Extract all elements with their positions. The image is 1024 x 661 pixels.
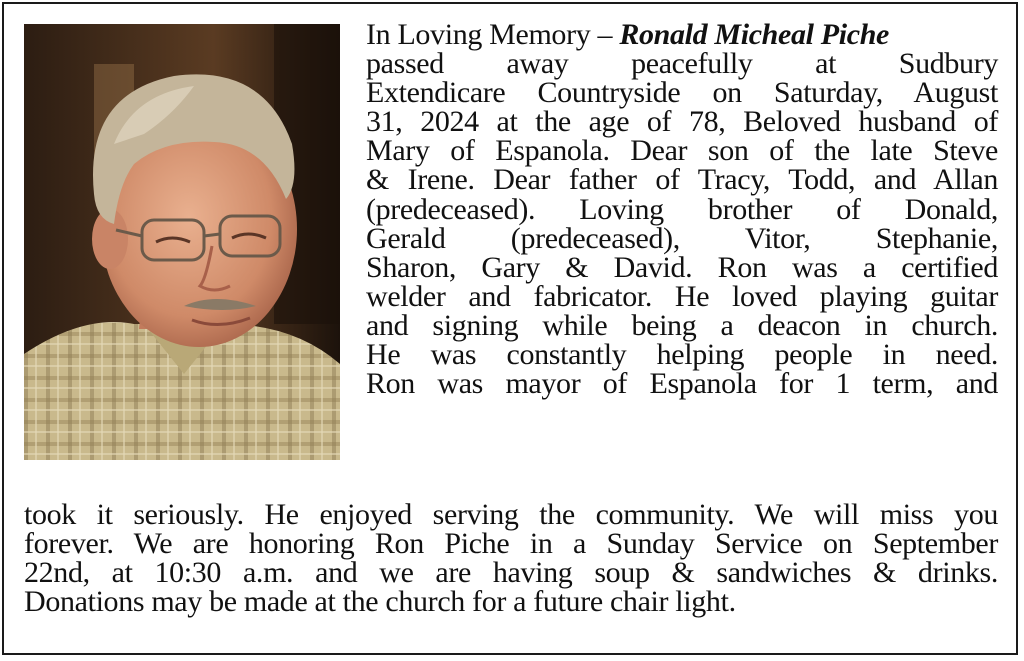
text-line: forever. We are honoring Ron Piche in a Sunday Service on September <box>24 527 998 561</box>
heading-line <box>366 20 998 49</box>
text-line: 22nd, at 10:30 a.m. and we are having soup & sandwiches & drinks. <box>24 556 998 590</box>
text-line: took it seriously. He enjoyed serving the community. We will miss you <box>24 498 998 531</box>
text-line: Mary of Espanola. Dear son of the late Steve <box>366 134 998 168</box>
text-line: & Irene. Dear father of Tracy, Todd, and Allan <box>366 163 998 197</box>
text-line: welder and fabricator. He loved playing guitar <box>366 279 998 313</box>
obituary-text-full-width <box>24 498 998 619</box>
text-line: Sharon, Gary & David. Ron was a certified <box>366 250 998 284</box>
text-line: and signing while being a deacon in church. <box>366 308 998 342</box>
text-line: 31, 2024 at the age of 78, Beloved husband of <box>366 105 998 139</box>
text-line: Extendicare Countryside on Saturday, August <box>366 76 998 110</box>
text-line: (predeceased). Loving brother of Donald, <box>366 192 998 226</box>
obituary-text-beside-photo <box>366 18 998 401</box>
text-line: passed away peacefully at Sudbury <box>366 47 998 81</box>
text-line: Ron was mayor of Espanola for 1 term, and <box>366 367 998 401</box>
deceased-name: Ronald Micheal Piche <box>619 18 889 51</box>
intro-text: In Loving Memory – <box>366 18 620 51</box>
text-line: Gerald (predeceased), Vitor, Stephanie, <box>366 221 998 255</box>
portrait-image <box>24 24 340 460</box>
text-line: He was constantly helping people in need. <box>366 338 998 372</box>
text-line: Donations may be made at the church for a future chair light. <box>24 585 736 619</box>
portrait-photo <box>24 24 340 460</box>
